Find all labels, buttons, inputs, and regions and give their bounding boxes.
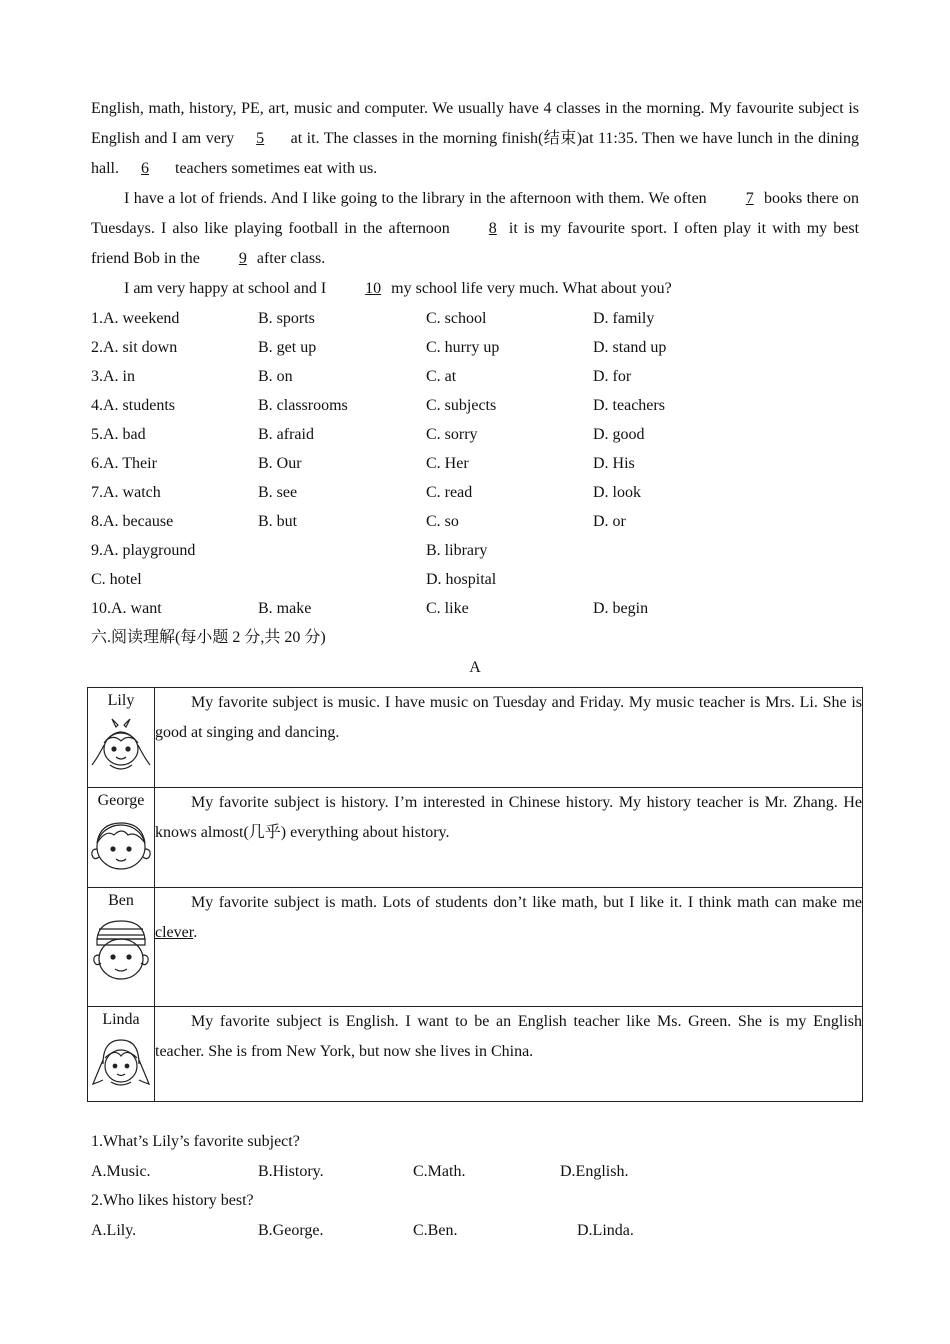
answer-option: D.Linda. [577,1221,634,1239]
blank-7: 7 [745,190,754,207]
option-row: 6.A. Their B. Our C. Her D. His [91,455,635,472]
table-row [88,1007,863,1102]
girl-long-hair-icon [89,1034,153,1090]
question-stem: 2.Who likes history best? [91,1192,254,1209]
blank-10: 10 [365,280,382,297]
section-title: 六.阅读理解(每小题 2 分,共 20 分) [91,629,326,646]
person-cell [88,1007,155,1102]
blank-5: 5 [256,130,265,147]
answer-option: A.Music. [91,1162,151,1180]
person-cell [88,688,155,788]
answer-option: B.History. [258,1162,324,1180]
question-options [91,1157,859,1187]
option-row: 8.A. because B. but C. so D. or [91,513,626,530]
person-name: Ben [108,892,134,909]
table-row [88,888,863,1007]
reading-table [87,687,863,1102]
table-row [88,688,863,788]
girl-face-icon [90,715,152,773]
blank-6: 6 [141,160,149,177]
person-cell [88,788,155,888]
cloze-options [91,304,859,623]
option-row: 2.A. sit down B. get up C. hurry up D. stand up [91,339,667,356]
blank-9: 9 [238,250,247,267]
table-row [88,788,863,888]
person-name: George [97,792,145,809]
option-row: C. hotel D. hospital [91,571,497,588]
option-row: 3.A. in B. on C. at D. for [91,368,632,385]
blank-8: 8 [488,220,497,237]
question-options [91,1216,859,1246]
passage-paragraph-3: I am very happy at school and I 10 my school life very much. What about you? [91,274,859,304]
passage-paragraph-2: I have a lot of friends. And I like going to the library in the afternoon with them. We often 7 books there on Tuesdays. I also like playing football in the afternoon 8 it is my favourite sport. I often play it with my best friend Bob in the 9 after class. [91,184,859,274]
answer-option: B.George. [258,1221,324,1239]
answer-option: C.Math. [413,1162,466,1180]
answer-option: C.Ben. [413,1221,458,1239]
section-part-label: A [469,659,481,676]
statement-cell: My favorite subject is music. I have music on Tuesday and Friday. My music teacher is Mrs. Li. She is good at singing and dancing. [155,688,863,788]
underlined-word: clever [155,924,194,941]
option-row: 4.A. students B. classrooms C. subjects D. teachers [91,397,665,414]
option-row: 7.A. watch B. see C. read D. look [91,484,641,501]
passage-paragraph-1: English, math, history, PE, art, music and computer. We usually have 4 classes in the morning. My favourite subject is English and I am very 5 at it. The classes in the morning finish(结束)at 11:35. Then we have lunch in the dining hall. 6 teachers sometimes eat with us. [91,94,859,184]
person-cell [88,888,155,1007]
option-row: 9.A. playground B. library [91,542,488,559]
answer-option: D.English. [560,1162,629,1180]
option-row: 1.A. weekend B. sports C. school D. family [91,310,655,327]
question-stem: 1.What’s Lily’s favorite subject? [91,1133,300,1150]
statement-cell: My favorite subject is math. Lots of students don’t like math, but I like it. I think math can make me clever. [155,888,863,1007]
person-name: Lily [107,692,135,709]
questions [91,1127,859,1245]
option-row: 5.A. bad B. afraid C. sorry D. good [91,426,645,443]
answer-option: A.Lily. [91,1221,137,1239]
option-row: 10.A. want B. make C. like D. begin [91,600,649,617]
person-name: Linda [102,1011,140,1028]
statement-cell: My favorite subject is English. I want to be an English teacher like Ms. Green. She is my English teacher. She is from New York, but now she lives in China. [155,1007,863,1102]
boy-with-cap-icon [89,915,153,985]
boy-face-icon [88,815,154,875]
statement-cell: My favorite subject is history. I’m interested in Chinese history. My history teacher is Mr. Zhang. He knows almost(几乎) everything about history. [155,788,863,888]
